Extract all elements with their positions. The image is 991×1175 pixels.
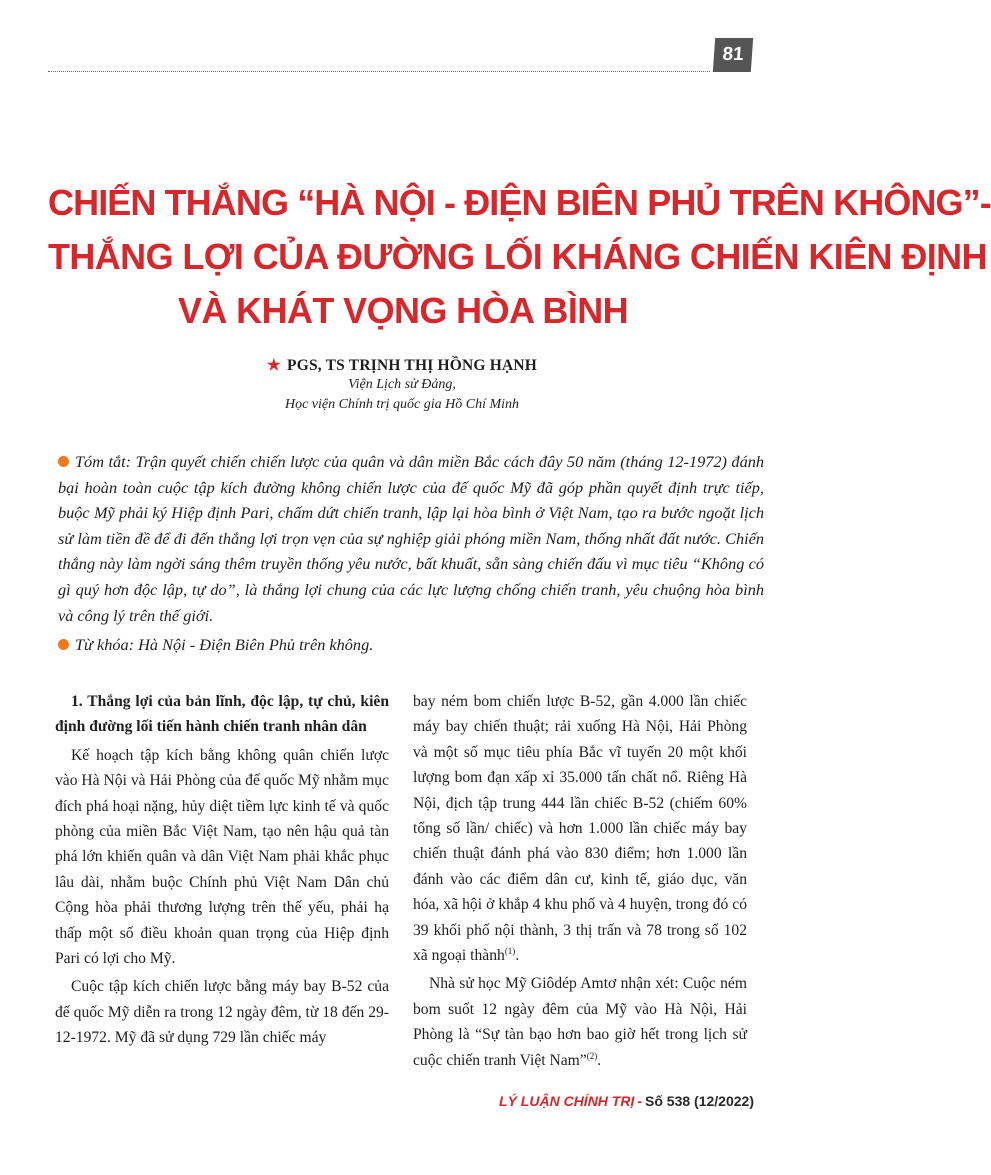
title-line-1: CHIẾN THẮNG “HÀ NỘI - ĐIỆN BIÊN PHỦ TRÊN KHÔNG”- bbox=[48, 182, 991, 223]
abstract-block bbox=[58, 449, 764, 658]
star-icon: ★ bbox=[266, 357, 282, 374]
section-heading: 1. Thắng lợi của bản lĩnh, độc lập, tự chủ, kiên định đường lối tiến hành chiến tranh nhân dân bbox=[55, 693, 389, 736]
bullet-icon bbox=[58, 456, 69, 467]
abstract bbox=[58, 449, 764, 628]
page-number: 81 bbox=[713, 38, 753, 72]
keywords-text: Từ khóa: Hà Nội - Điện Biên Phủ trên không. bbox=[75, 635, 374, 655]
paragraph-text: bay ném bom chiến lược B-52, gần 4.000 lần chiếc máy bay chiến thuật; rải xuống Hà Nội, Hải Phòng và một số mục tiêu phía Bắc vĩ tuyến 20 một khối lượng bom đạn xấp xỉ 35.000 tấn chất nổ. Riêng Hà Nội, địch tập trung 444 lần chiếc B-52 (chiếm 60% tổng số lần/ chiếc) và hơn 1.000 lần chiếc máy bay chiến thuật đánh phá vào 830 điểm; hơn 1.000 lần đánh vào các điểm dân cư, kinh tế, giáo dục, văn hóa, xã hội ở khắp 4 khu phố và 4 huyện, trong đó có 39 khối phố nội thành, 3 thị trấn và 78 trong số 102 xã ngoại thành bbox=[413, 693, 747, 965]
top-dotted-rule bbox=[48, 71, 710, 72]
footnote-ref: (2) bbox=[586, 1050, 598, 1061]
footer-separator: - bbox=[637, 1093, 643, 1109]
affiliation-line-2: Học viện Chính trị quốc gia Hồ Chí Minh bbox=[284, 397, 520, 412]
left-column bbox=[55, 689, 389, 1051]
journal-name: LÝ LUẬN CHÍNH TRỊ bbox=[499, 1093, 635, 1109]
footnote-ref: (1) bbox=[504, 945, 516, 956]
running-footer bbox=[498, 1093, 754, 1109]
body-paragraph: Nhà sử học Mỹ Giôdép Amtơ nhận xét: Cuộc ném bom suốt 12 ngày đêm của Mỹ vào Hà Nội, Hải Phòng là “Sự tàn bạo hơn bao giờ hết trong lịch sử cuộc chiến tranh Việt Nam”$^{(2)}$. bbox=[413, 975, 747, 1069]
paragraph-text: Nhà sử học Mỹ Giôdép Amtơ nhận xét: Cuộc ném bom suốt 12 ngày đêm của Mỹ vào Hà Nội, Hải Phòng là “Sự tàn bạo hơn bao giờ hết trong lịch sử cuộc chiến tranh Việt Nam” bbox=[413, 975, 747, 1069]
title-line-2: THẮNG LỢI CỦA ĐƯỜNG LỐI KHÁNG CHIẾN KIÊN ĐỊNH bbox=[48, 236, 987, 277]
author-name: PGS, TS TRỊNH THỊ HỒNG HẠNH bbox=[287, 357, 538, 374]
abstract-text: Tóm tắt: Trận quyết chiến chiến lược của quân và dân miền Bắc cách đây 50 năm (tháng 12-1972) đánh bại hoàn toàn cuộc tập kích đường không chiến lược của đế quốc Mỹ đã góp phần quyết định trực tiếp, buộc Mỹ phải ký Hiệp định Pari, chấm dứt chiến tranh, lập lại hòa bình ở Việt Nam, tạo ra bước ngoặt lịch sử làm tiền đề để đi đến thắng lợi trọn vẹn của sự nghiệp giải phóng miền Nam, thống nhất đất nước. Chiến thắng này làm ngời sáng thêm truyền thống yêu nước, bất khuất, sẵn sàng chiến đấu vì mục tiêu “Không có gì quý hơn độc lập, tự do”, là thắng lợi chung của các lực lượng chống chiến tranh, yêu chuộng hòa bình và công lý trên thế giới. bbox=[58, 452, 764, 625]
body-paragraph: Cuộc tập kích chiến lược bằng máy bay B-52 của đế quốc Mỹ diễn ra trong 12 ngày đêm, từ 18 đến 29-12-1972. Mỹ đã sử dụng 729 lần chiếc máy bbox=[55, 978, 389, 1047]
byline bbox=[232, 356, 572, 415]
bullet-icon bbox=[58, 639, 69, 650]
body-paragraph: Kế hoạch tập kích bằng không quân chiến lược vào Hà Nội và Hải Phòng của đế quốc Mỹ nhằm mục đích phá hoại nặng, hủy diệt tiềm lực kinh tế và quốc phòng của miền Bắc Việt Nam, tạo nên hậu quả tàn phá lớn khiến quân và dân Việt Nam phải khắc phục lâu dài, nhằm buộc Chính phủ Việt Nam Dân chủ Cộng hòa phải thương lượng trên thế yếu, phải hạ thấp một số điều khoản quan trọng của Hiệp định Pari có lợi cho Mỹ. bbox=[55, 746, 389, 968]
body-paragraph: bay ném bom chiến lược B-52, gần 4.000 lần chiếc máy bay chiến thuật; rải xuống Hà Nội, Hải Phòng và một số mục tiêu phía Bắc vĩ tuyến 20 một khối lượng bom đạn xấp xỉ 35.000 tấn chất nổ. Riêng Hà Nội, địch tập trung 444 lần chiếc B-52 (chiếm 60% tổng số lần/ chiếc) và hơn 1.000 lần chiếc máy bay chiến thuật đánh phá vào 830 điểm; hơn 1.000 lần đánh vào các điểm dân cư, kinh tế, giáo dục, văn hóa, xã hội ở khắp 4 khu phố và 4 huyện, trong đó có 39 khối phố nội thành, 3 thị trấn và 78 trong số 102 xã ngoại thành$^{(1)}$. bbox=[413, 693, 747, 965]
title-line-3: VÀ KHÁT VỌNG HÒA BÌNH bbox=[177, 290, 629, 331]
keywords bbox=[58, 632, 764, 658]
author-line bbox=[232, 356, 572, 375]
right-column bbox=[413, 689, 747, 1073]
article-title bbox=[48, 176, 991, 338]
issue-number: Số 538 (12/2022) bbox=[645, 1093, 754, 1109]
affiliation-line-1: Viện Lịch sử Đảng, bbox=[348, 377, 456, 392]
